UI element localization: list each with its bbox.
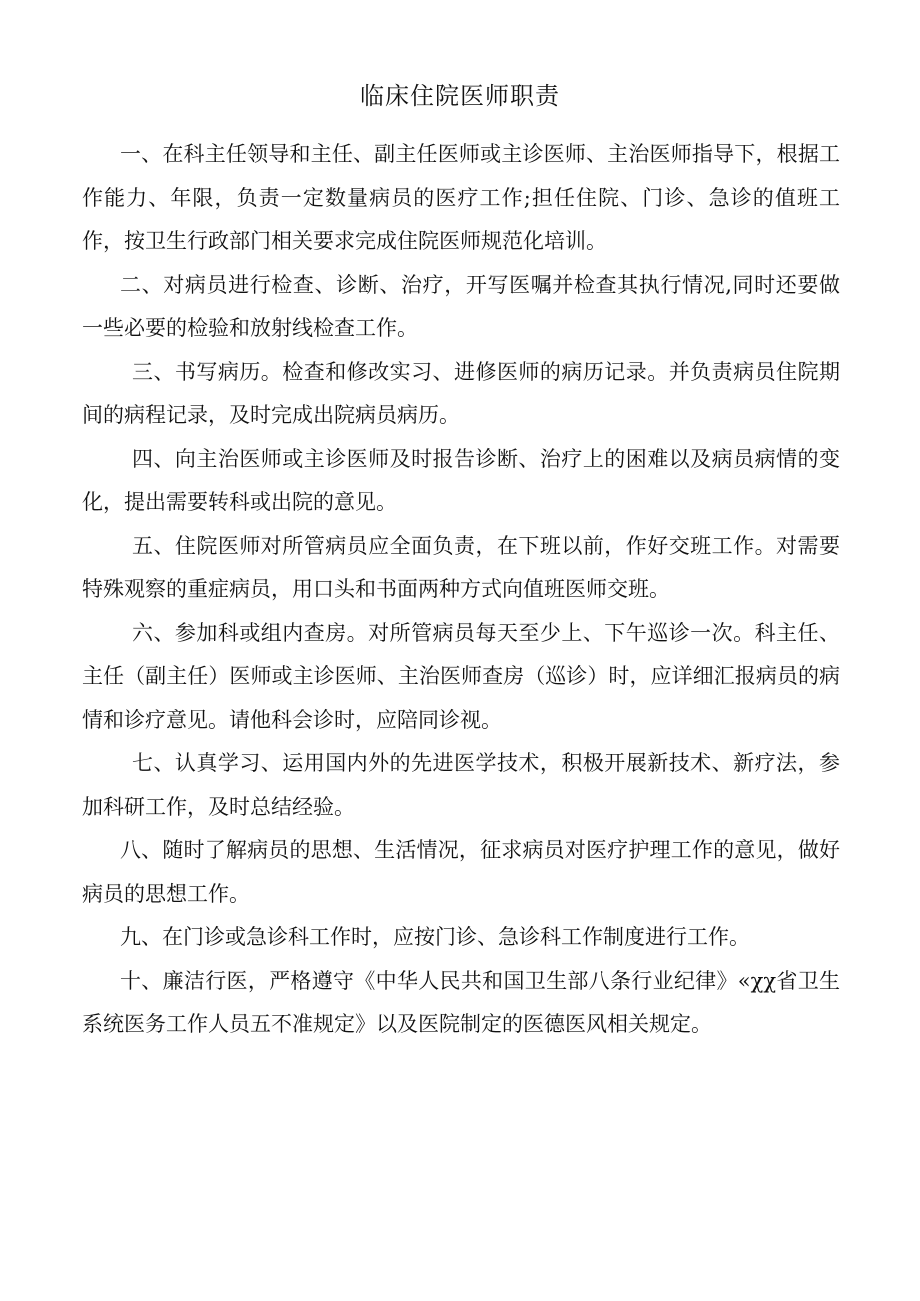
paragraph-1: 一、在科主任领导和主任、副主任医师或主诊医师、主治医师指导下，根据工作能力、年限，负责一定数量病员的医疗工作;担任住院、门诊、急诊的值班工作，按卫生行政部门相关要求完成住院医师规范化培训。 [82, 142, 840, 253]
paragraph-5: 五、住院医师对所管病员应全面负责，在下班以前，作好交班工作。对需要特殊观察的重症病员，用口头和书面两种方式向值班医师交班。 [82, 533, 840, 601]
paragraph-2: 二、对病员进行检查、诊断、治疗，开写医嘱并检查其执行情况,同时还要做一些必要的检验和放射线检查工作。 [82, 272, 840, 340]
paragraph-6: 六、参加科或组内查房。对所管病员每天至少上、下午巡诊一次。科主任、主任（副主任）医师或主诊医师、主治医师查房（巡诊）时，应详细汇报病员的病情和诊疗意见。请他科会诊时，应陪同诊视。 [82, 620, 840, 732]
document-title: 临床住院医师职责 [360, 82, 560, 110]
document-body [82, 133, 840, 1047]
paragraph-3: 三、书写病历。检查和修改实习、进修医师的病历记录。并负责病员住院期间的病程记录，及时完成出院病员病历。 [82, 359, 840, 427]
paragraph-8: 八、随时了解病员的思想、生活情况，征求病员对医疗护理工作的意见，做好病员的思想工作。 [82, 838, 840, 906]
paragraph-4: 四、向主治医师或主诊医师及时报告诊断、治疗上的困难以及病员病情的变化，提出需要转科或出院的意见。 [82, 446, 840, 514]
paragraph-9: 九、在门诊或急诊科工作时，应按门诊、急诊科工作制度进行工作。 [120, 925, 750, 949]
paragraph-7: 七、认真学习、运用国内外的先进医学技术，积极开展新技术、新疗法，参加科研工作，及时总结经验。 [82, 751, 840, 819]
paragraph-10: 十、廉洁行医，严格遵守《中华人民共和国卫生部八条行业纪律》«χχ省卫生系统医务工作人员五不准规定》以及医院制定的医德医风相关规定。 [82, 968, 840, 1036]
